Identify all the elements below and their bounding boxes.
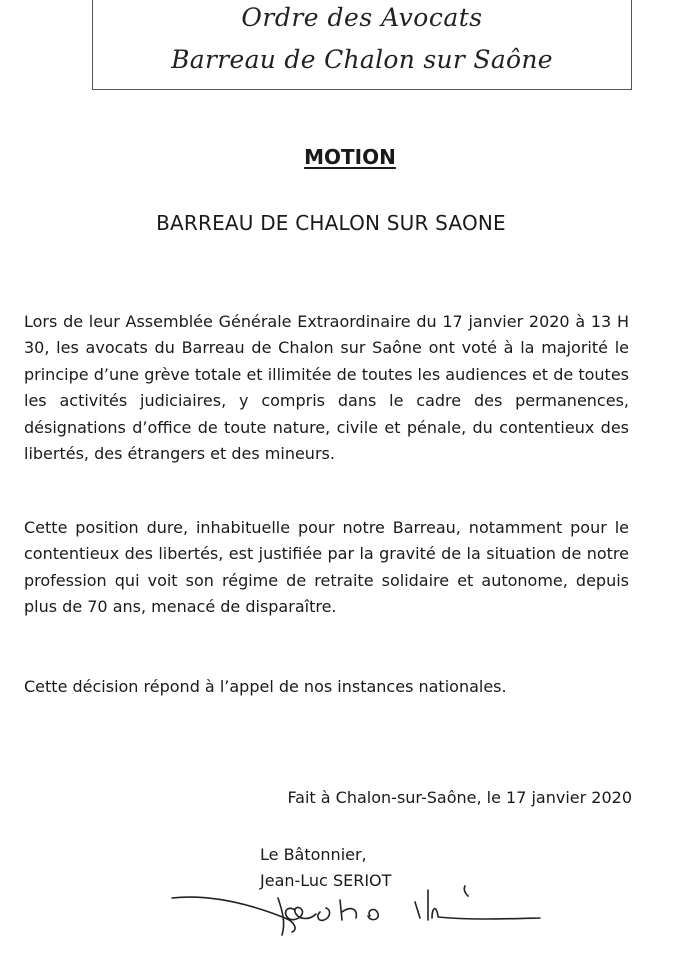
document-subtitle: BARREAU DE CHALON SUR SAONE bbox=[156, 211, 506, 235]
paragraph-assembly-decision: Lors de leur Assemblée Générale Extraordinaire du 17 janvier 2020 à 13 H 30, les avocats du Barreau de Chalon sur Saône ont voté à la majorité le principe d’une grève totale et illimitée de toutes les audiences et de toutes les activités judiciaires, y compris dans le cadre des permanences, désignations d’office de toute nature, civile et pénale, du contentieux des libertés, des étrangers et des mineurs. bbox=[24, 312, 629, 464]
document-title: MOTION bbox=[304, 145, 396, 169]
signatory-role: Le Bâtonnier, bbox=[260, 845, 367, 864]
letterhead-bar-name: Barreau de Chalon sur Saône bbox=[171, 45, 553, 74]
signatory-name: Jean-Luc SERIOT bbox=[260, 871, 392, 890]
letterhead bbox=[92, 0, 632, 90]
paragraph-justification: Cette position dure, inhabituelle pour notre Barreau, notamment pour le contentieux des libertés, est justifiée par la gravité de la situation de notre profession qui voit son régime de retraite solidaire et autonome, depuis plus de 70 ans, menacé de disparaître. bbox=[24, 518, 629, 617]
letterhead-order-name: Ordre des Avocats bbox=[241, 3, 483, 32]
paragraph-national-call: Cette décision répond à l’appel de nos instances nationales. bbox=[24, 677, 507, 696]
handwritten-signature bbox=[170, 860, 550, 940]
date-place-line: Fait à Chalon-sur-Saône, le 17 janvier 2020 bbox=[287, 788, 632, 807]
